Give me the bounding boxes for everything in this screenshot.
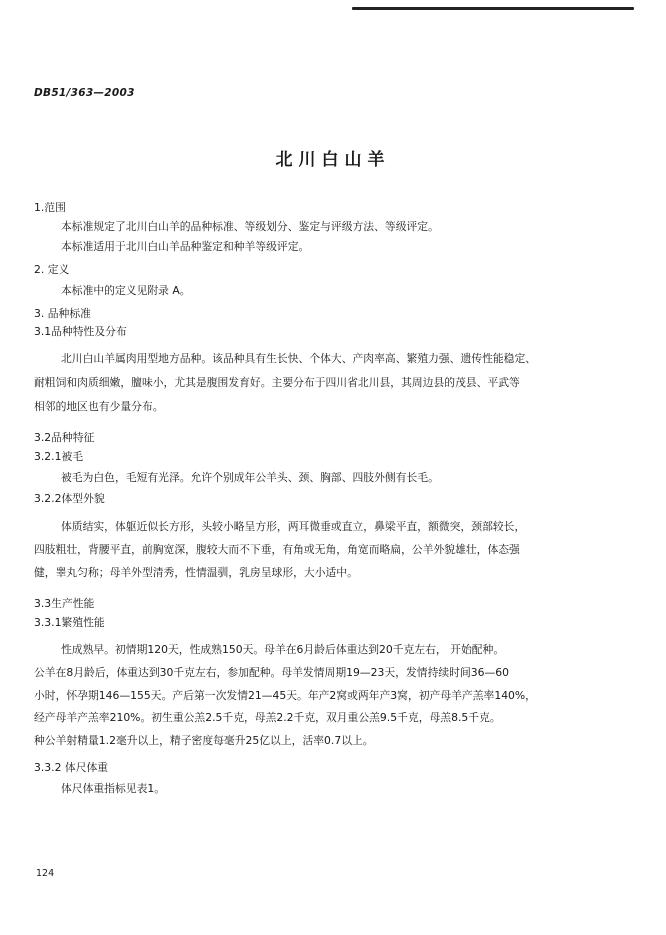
text-line: 本标准中的定义见附录 A。 [61, 284, 191, 297]
text-line: 北川白山羊属肉用型地方品种。该品种具有生长快、个体大、产肉率高、繁殖力强、遗传性能稳定、 [61, 352, 537, 365]
text-line: 3.2品种特征 [34, 431, 95, 444]
text-line: 性成熟早。初情期120天，性成熟150天。母羊在6月龄后体重达到20千克左右， 开始配种。 [61, 643, 505, 656]
text-line: 健，睾丸匀称；母羊外型清秀，性情温驯，乳房呈球形，大小适中。 [34, 566, 358, 579]
standard-code: DB51/363—2003 [34, 87, 135, 99]
text-line: 2. 定义 [34, 263, 70, 276]
text-line: 公羊在8月龄后，体重达到30千克左右，参加配种。母羊发情周期19—23天，发情持续时间36—60 [34, 666, 510, 679]
text-line: 相邻的地区也有少量分布。 [34, 400, 164, 413]
text-line: 体质结实，体躯近似长方形，头较小略呈方形，两耳微垂或直立，鼻梁平直，额微突，颈部较长， [61, 520, 526, 533]
document-title: 北川白山羊 [275, 150, 391, 170]
text-line: 小时，怀孕期146—155天。产后第一次发情21—45天。年产2窝或两年产3窝，初产母羊产羔率140%， [34, 689, 536, 702]
text-line: 四肢粗壮，背腰平直，前胸宽深，腹较大而不下垂，有角或无角，角宽而略扁，公羊外貌雄壮，体态强 [34, 543, 520, 556]
text-line: 3.1品种特性及分布 [34, 325, 127, 338]
text-line: 3.3.2 体尺体重 [34, 761, 109, 774]
text-line: 3.2.1被毛 [34, 450, 84, 463]
text-line: 经产母羊产羔率210%。初生重公羔2.5千克，母羔2.2千克，双月重公羔9.5千克，母羔8.5千克。 [34, 711, 501, 724]
text-line: 本标准适用于北川白山羊品种鉴定和种羊等级评定。 [61, 240, 310, 253]
text-line: 1.范围 [34, 201, 66, 214]
text-line: 耐粗饲和肉质细嫩，膻味小，尤其是腹围发育好。主要分布于四川省北川县，其周边县的茂县、平武等 [34, 376, 520, 389]
text-line: 3. 品种标准 [34, 307, 91, 320]
page-number: 124 [36, 868, 55, 879]
text-line: 被毛为白色，毛短有光泽。允许个别成年公羊头、颈、胸部、四肢外侧有长毛。 [61, 471, 439, 484]
text-line: 体尺体重指标见表1。 [61, 782, 166, 795]
text-line: 本标准规定了北川白山羊的品种标准、等级划分、鉴定与评级方法、等级评定。 [61, 220, 439, 233]
scan-artifact-line [352, 7, 634, 10]
text-line: 3.3.1繁殖性能 [34, 616, 105, 629]
text-line: 3.3生产性能 [34, 597, 95, 610]
text-line: 种公羊射精量1.2毫升以上，精子密度每毫升25亿以上，活率0.7以上。 [34, 734, 374, 747]
text-line: 3.2.2体型外貌 [34, 492, 105, 505]
